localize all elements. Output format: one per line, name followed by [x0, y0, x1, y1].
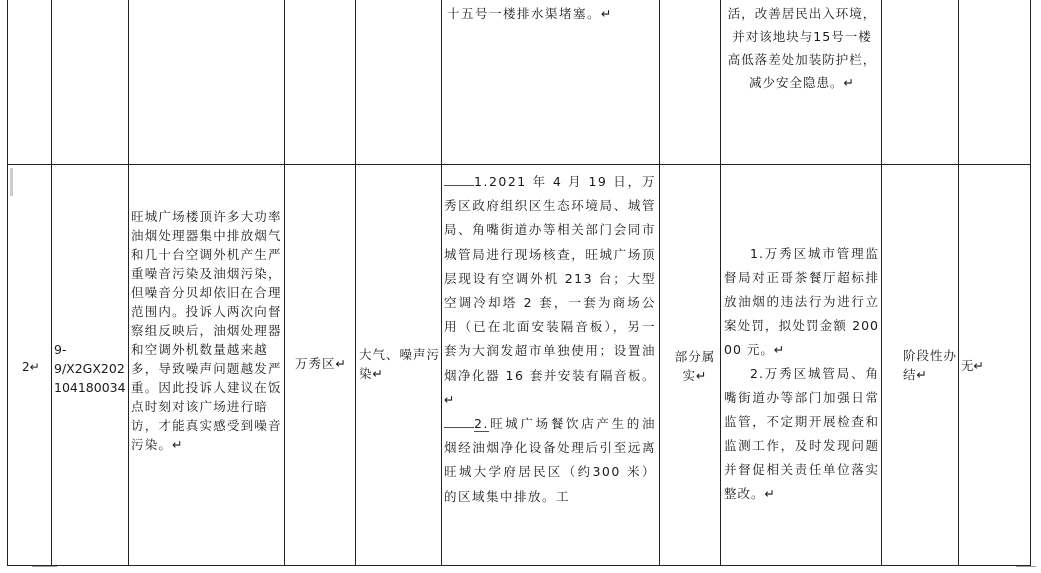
findings-p1-number: 1. — [474, 174, 489, 189]
top-row-measures-tail: 活，改善居民出入环境，并对该地块与15号一楼高低落差处加装防护栏，减少安全隐患。↵ — [727, 6, 877, 90]
case-id-line: 104180034 — [54, 380, 126, 395]
findings-p1: 2021 年 4 月 19 日，万秀区政府组织区生态环境局、城管局、角嘴街道办等相关部门会同市城管局进行现场核查，旺城广场顶层现设有空调外机 213 台；大型空调冷却塔 2 套，一套为商场公用（已在北面安装隔音板），另一套为大润发超市单独使用；设置油烟净化器 16 套并安装有隔音板。↵ — [444, 174, 656, 407]
case-id-line: 9- — [54, 342, 67, 357]
column-divider — [128, 0, 129, 566]
accountability: 无↵ — [961, 358, 984, 373]
status: 阶段性办结↵ — [903, 348, 958, 382]
table-border-right — [1030, 0, 1031, 566]
revision-mark — [444, 173, 474, 186]
verdict: 部分属实↵ — [674, 349, 716, 383]
column-divider — [355, 0, 356, 566]
pollution-type: 大气、噪声污染↵ — [359, 347, 441, 381]
column-divider — [51, 0, 52, 566]
measures-p2: 2.万秀区城管局、角嘴街道办等部门加强日常监管，不定期开展检查和监测工作，及时发现问题并督促相关责任单位落实整改。↵ — [724, 366, 879, 501]
table-border-left — [7, 0, 8, 566]
column-divider — [659, 0, 660, 566]
top-row-findings-tail: 十五号一楼排水渠堵塞。↵ — [447, 6, 613, 21]
column-divider — [958, 0, 959, 566]
column-divider — [284, 0, 285, 566]
row-divider — [7, 164, 1031, 165]
column-divider — [881, 0, 882, 566]
measures-text — [724, 242, 879, 506]
findings-p2: 旺城广场餐饮店产生的油烟经油烟净化设备处理后引至远离旺城大学府居民区（约300 米）的区域集中排放。工 — [444, 416, 656, 504]
margin-mark — [10, 168, 13, 196]
complaint-text: 旺城广场楼顶许多大功率油烟处理器集中排放烟气和几十台空调外机产生严重噪音污染及油烟污染，但噪音分贝却依旧在合理范围内。投诉人两次向督察组反映后，油烟处理器和空调外机数量越来越多，导致噪声问题越发严重。因此投诉人建议在饭点时刻对该广场进行暗访，才能真实感受到噪音污染。↵ — [131, 209, 282, 452]
measures-p1: 1.万秀区城市管理监督局对正哥茶餐厅超标排放油烟的违法行为进行立案处罚，拟处罚金额 20000 元。↵ — [724, 246, 879, 357]
case-id — [54, 340, 130, 397]
findings-text — [444, 170, 656, 509]
case-id-line: 9/X2GX202 — [54, 361, 125, 376]
table-border-bottom — [7, 565, 1031, 566]
findings-p2-number: 2. — [474, 416, 489, 432]
revision-mark — [444, 415, 474, 428]
row-index: 2↵ — [22, 360, 40, 374]
district: 万秀区↵ — [295, 356, 347, 371]
column-divider — [441, 0, 442, 566]
column-divider — [720, 0, 721, 566]
